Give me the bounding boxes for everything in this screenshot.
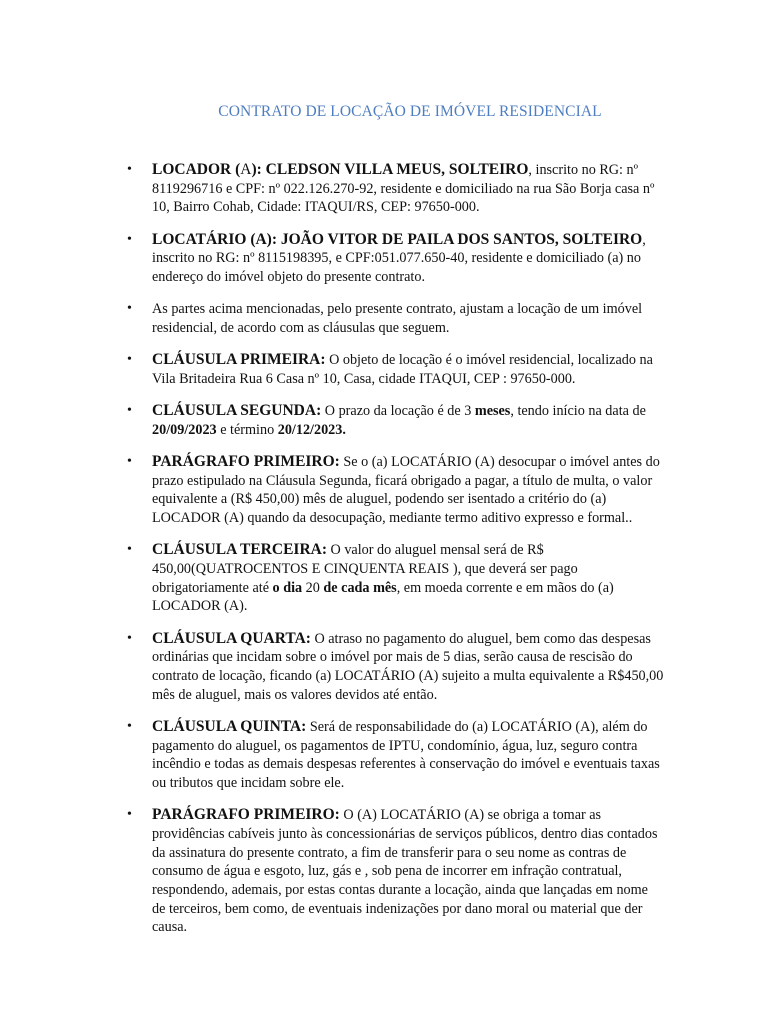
locatario-text: , inscrito no RG: nº 8115198395, e CPF:051.077.650-40, residente e domiciliado (a) no endereço do imóvel objeto do presente contrato. bbox=[152, 231, 646, 286]
bullet-icon: • bbox=[127, 301, 132, 317]
clausula-segunda-data-fim: 20/12/2023. bbox=[277, 421, 346, 438]
partes-text: As partes acima mencionadas, pelo presente contrato, ajustam a locação de um imóvel residencial, de acordo com as cláusulas que seguem. bbox=[152, 301, 643, 336]
clausula-quarta-label: CLÁUSULA QUARTA: bbox=[152, 629, 311, 647]
paragrafo-primeiro-2-label: PARÁGRAFO PRIMEIRO: bbox=[152, 806, 340, 824]
bullet-icon: • bbox=[127, 453, 132, 469]
locador-label-close: ): bbox=[251, 161, 266, 178]
list-item-paragrafo-primeiro-1 bbox=[127, 452, 664, 528]
paragrafo-primeiro-2-text: O (A) LOCATÁRIO (A) se obriga a tomar as providências cabíveis junto às concessionárias de serviços públicos, dentro dias contados da assinatura do presente contrato, a fim de transferir para o seu nome as contras de consumo de água e esgoto, luz, gás e , sob pena de incorrer em infração contratual, respondendo, ademais, por estas contas durante a locação, ainda que lançadas em nome de terceiros, bem como, de eventuais indenizações por dano moral ou material que der causa. bbox=[152, 807, 658, 936]
clausula-quarta-text: O atraso no pagamento do aluguel, bem como das despesas ordinárias que incidam sobre o imóvel por mais de 5 dias, serão causa de rescisão do contrato de locação, ficando (a) LOCATÁRIO (A) sujeito a multa equivalente a R$450,00 mês de aluguel, mais os valores devidos até então. bbox=[152, 630, 664, 703]
list-item-clausula-terceira bbox=[127, 541, 664, 616]
list-item-clausula-segunda bbox=[127, 402, 664, 439]
clausula-terceira-text-1: O valor do aluguel mensal será de R$ 450,00(QUATROCENTOS E CINQUENTA REAIS ), que deverá ser pago obrigatoriamente até bbox=[152, 542, 578, 596]
bullet-icon: • bbox=[127, 718, 132, 734]
clausula-segunda-meses: meses bbox=[474, 403, 511, 420]
clausula-terceira-de-cada-mes: de cada mês bbox=[323, 579, 397, 596]
list-item-partes bbox=[127, 300, 664, 337]
list-item-paragrafo-primeiro-2 bbox=[127, 806, 664, 937]
locador-name: CLEDSON VILLA MEUS, SOLTEIRO bbox=[265, 161, 529, 178]
document-title: CONTRATO DE LOCAÇÃO DE IMÓVEL RESIDENCIAL bbox=[218, 103, 602, 120]
bullet-icon: • bbox=[127, 542, 132, 558]
clausula-terceira-label: CLÁUSULA TERCEIRA: bbox=[152, 541, 327, 559]
clausula-primeira-label: CLÁUSULA PRIMEIRA: bbox=[152, 351, 326, 369]
locador-text: , inscrito no RG: nº 8119296716 e CPF: nº 022.126.270-92, residente e domiciliado na rua São Borja casa nº 10, Bairro Cohab, Cidade: ITAQUI/RS, CEP: 97650-000. bbox=[152, 162, 655, 216]
locatario-label: LOCATÁRIO (A): JOÃO VITOR DE PAILA DOS SANTOS, SOLTEIRO bbox=[152, 230, 643, 248]
clause-list bbox=[127, 161, 664, 937]
clausula-terceira-o-dia: o dia bbox=[272, 579, 303, 596]
clausula-terceira-text-3: , em moeda corrente e em mãos do (a) LOCADOR (A). bbox=[152, 579, 614, 615]
clausula-terceira-text-2: 20 bbox=[302, 579, 324, 596]
list-item-locatario bbox=[127, 230, 664, 287]
clausula-quinta-label: CLÁUSULA QUINTA: bbox=[152, 717, 307, 735]
list-item-clausula-primeira bbox=[127, 351, 664, 388]
clausula-segunda-text-3: e término bbox=[216, 421, 278, 438]
list-item-clausula-quinta bbox=[127, 717, 664, 793]
clausula-quinta-text: Será de responsabilidade do (a) LOCATÁRIO (A), além do pagamento do aluguel, os pagamentos de IPTU, condomínio, água, luz, seguro contra incêndio e todas as demais despesas referentes à conservação do imóvel e eventuais taxas ou tributos que incidam sobre ele. bbox=[152, 718, 660, 791]
clausula-segunda-label: CLÁUSULA SEGUNDA: bbox=[152, 402, 322, 420]
list-item-clausula-quarta bbox=[127, 629, 664, 705]
paragrafo-primeiro-1-label: PARÁGRAFO PRIMEIRO: bbox=[152, 452, 340, 470]
bullet-icon: • bbox=[127, 231, 132, 247]
bullet-icon: • bbox=[127, 630, 132, 646]
list-item-locador bbox=[127, 161, 664, 217]
clausula-segunda-data-inicio: 20/09/2023 bbox=[152, 421, 217, 438]
locador-label-a: A bbox=[240, 161, 252, 178]
bullet-icon: • bbox=[127, 807, 132, 823]
bullet-icon: • bbox=[127, 352, 132, 368]
locador-label: LOCADOR ( bbox=[152, 161, 241, 178]
bullet-icon: • bbox=[127, 162, 132, 177]
clausula-primeira-text: O objeto de locação é o imóvel residencial, localizado na Vila Britadeira Rua 6 Casa nº 10, Casa, cidade ITAQUI, CEP : 97650-000. bbox=[152, 352, 653, 387]
paragrafo-primeiro-1-text: Se o (a) LOCATÁRIO (A) desocupar o imóvel antes do prazo estipulado na Cláusula Segunda, ficará obrigado a pagar, a título de multa, o valor equivalente a (R$ 450,00) mês de aluguel, podendo ser isentado a critério do (a) LOCADOR (A) quando da desocupação, mediante termo aditivo expresso e formal.. bbox=[152, 453, 660, 527]
clausula-segunda-text-2: , tendo início na data de bbox=[510, 403, 646, 420]
clausula-segunda-text-1: O prazo da locação é de 3 bbox=[321, 403, 475, 420]
bullet-icon: • bbox=[127, 403, 132, 419]
